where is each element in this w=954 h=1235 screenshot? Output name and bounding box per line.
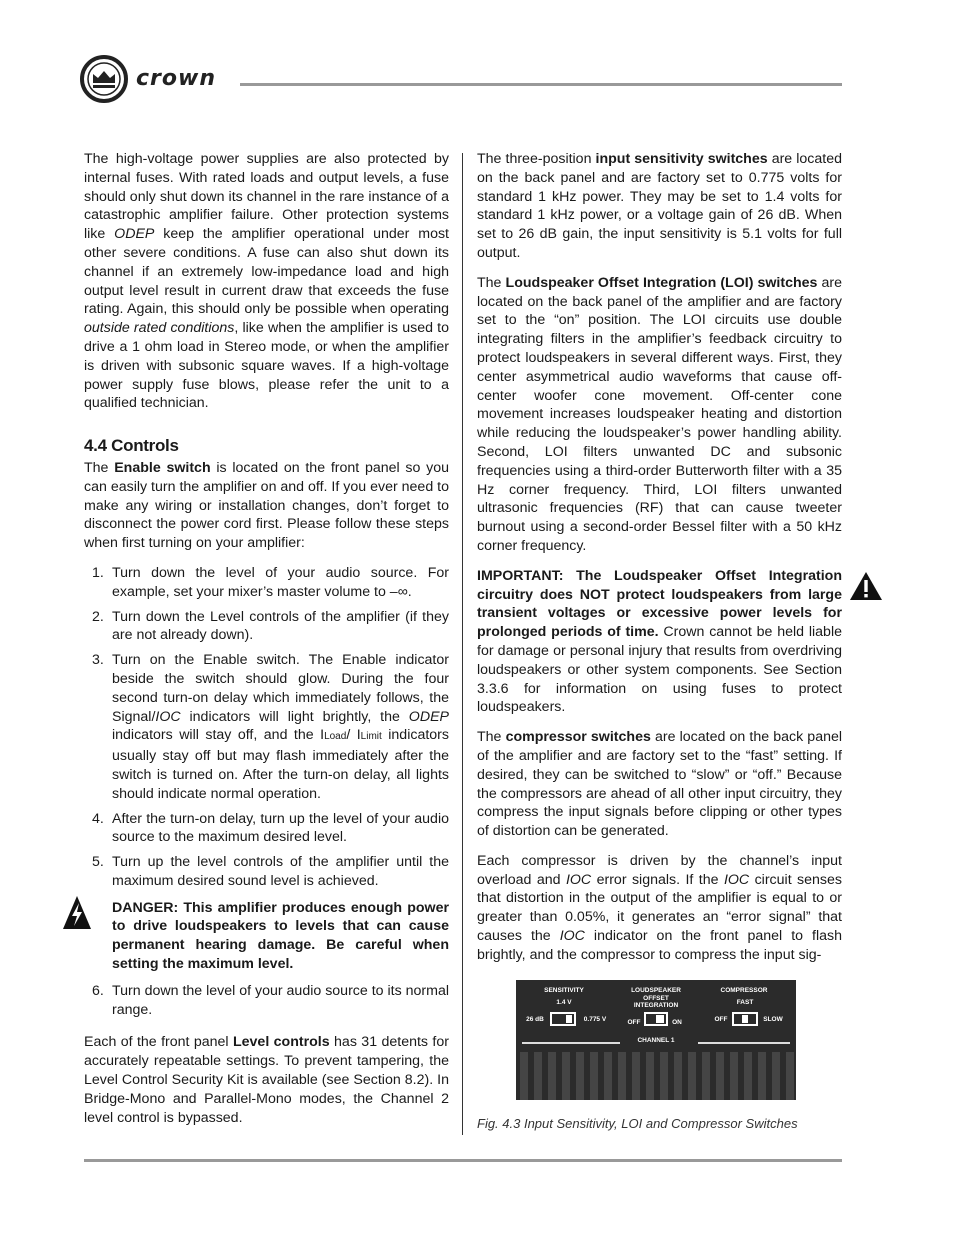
step-number: 4.: [92, 810, 104, 827]
brand-wordmark: crown: [136, 66, 216, 91]
text-run: ODEP: [114, 226, 155, 243]
text-run: Enable switch: [114, 459, 211, 476]
text-run: IMPORTANT: The Loudspeaker Offset Integration circuitry does NOT protect loudspeakers from large transient voltages or excessive power levels for prolonged periods of time.: [477, 567, 842, 641]
step-number: 1.: [92, 564, 104, 581]
text-run: Limit: [360, 731, 382, 743]
step-item: [84, 982, 449, 1020]
text-run: The high-voltage power supplies are also protected by internal fuses. With rated loads and output levels, a fuse should only shut down its channel in the rare instance of a catastrophic amplifier failure. Other protection systems like: [84, 151, 449, 243]
text-run: outside rated conditions: [84, 320, 235, 337]
paragraph-fuses: [84, 150, 449, 413]
text-run: IOC: [559, 928, 585, 945]
step-item: [84, 853, 449, 891]
crown-logo-icon: [80, 55, 128, 103]
text-run: The: [477, 274, 506, 291]
turn-on-steps: [84, 564, 449, 891]
heatsink-fins: [520, 1052, 794, 1100]
fig-label-comp-off: OFF: [714, 1016, 728, 1023]
fig-label-loi-off: OFF: [627, 1019, 641, 1026]
text-run: Turn up the level controls of the amplifier until the maximum desired sound level is achieved.: [112, 854, 449, 889]
paragraph-enable-switch: [84, 459, 449, 553]
text-run: IOC: [565, 871, 592, 888]
text-run: Turn on the Enable switch. The Enable indicator beside the switch should glow. During the four second turn-on delay which immediately follows, the Signal/: [112, 652, 449, 725]
step-text: [112, 854, 449, 889]
text-run: After the turn-on delay, turn up the level of your audio source to the maximum desired level.: [112, 810, 449, 846]
page-header: [80, 55, 842, 105]
step-number: 5.: [92, 854, 104, 871]
fig-label-sens-right: 0.775 V: [583, 1016, 607, 1023]
text-run: error signals. If the: [591, 871, 724, 888]
fig-label-sensitivity: SENSITIVITY: [544, 987, 584, 994]
text-run: circuit senses that distortion in the output of the amplifier is equal to or greater than 0.05%, it generates an “error signal” that causes the: [477, 871, 843, 945]
text-run: Level controls: [232, 1034, 330, 1051]
text-run: indicators will light brightly, the: [180, 708, 409, 725]
text-run: indicators usually stay off but may flash immediately after the switch is turned on. After the turn-on delay, all lights should indicate normal operation.: [112, 727, 449, 802]
fig-label-compressor: COMPRESSOR: [720, 987, 768, 994]
step-number: 2.: [92, 608, 104, 625]
paragraph-compressor: [477, 728, 842, 841]
step-text: [112, 652, 449, 802]
text-run: Load: [324, 731, 347, 743]
important-warning: [477, 567, 842, 717]
important-text: [477, 567, 842, 717]
paragraph-compressor-driven: [477, 852, 842, 965]
text-run: has 31 detents for accurately repeatable settings. To prevent tampering, the Level Control Security Kit is available (see Section 8.2). In Bridge-Mono and Parallel-Mono modes, the Channel 2 level control is bypassed.: [84, 1034, 449, 1126]
fig-label-sens-left: 26 dB: [526, 1016, 544, 1023]
fig-label-loi-on: ON: [672, 1019, 682, 1026]
figure-caption: Fig. 4.3 Input Sensitivity, LOI and Compressor Switches: [477, 1116, 798, 1131]
text-run: The three-position: [477, 151, 596, 167]
text-run: input sensitivity switches: [595, 151, 768, 167]
text-run: are located on the back panel and are factory set to 0.775 volts for standard 1 kHz power. They may be set to 1.4 volts for standard 1 kHz power, or a voltage gain of 26 dB. When set to 26 dB gain, the input sensitivity is 5.1 volts for full output.: [477, 151, 843, 261]
text-run: Turn down the level of your audio source. For example, set your mixer’s master volume to –∞.: [112, 564, 449, 600]
fig-label-channel: CHANNEL 1: [637, 1037, 675, 1044]
text-run: indicator on the front panel to flash brightly, and the compressor to compress the input sig-: [477, 928, 842, 963]
text-run: IOC: [723, 871, 750, 888]
fig-label-comp-mid: FAST: [736, 999, 754, 1006]
text-run: is located on the front panel so you can easily turn the amplifier on and off. If you ever need to make any wiring or installation changes, don’t forget to disconnect the power cord first. Please follow these steps when first turning on your amplifier:: [84, 459, 450, 552]
step-item: [84, 564, 449, 602]
danger-warning: [84, 899, 449, 974]
text-run: IOC: [155, 708, 181, 725]
section-heading: 4.4 Controls: [84, 436, 179, 456]
text-run: Turn down the level of your audio source to its normal range.: [112, 982, 449, 1018]
text-run: Crown cannot be held liable for damage or personal injury that results from overdriving loudspeakers or other system components. See Section 3.3.6 for information on using fuses to protect loudspeakers.: [477, 624, 842, 716]
column-divider: [462, 153, 463, 1135]
text-run: The: [84, 459, 115, 476]
step-text: [112, 983, 449, 1018]
footer-rule: [84, 1159, 842, 1162]
step-item: [84, 608, 449, 646]
text-run: are located on the back panel of the amplifier and are factory set to the “on” position. The LOI circuits use double integrating filters in the amplifier’s feedback circuitry to protect loudspeakers in several different ways. First, they center asymmetrical audio waveforms that cause off-center woofer cone movement. Off-center cone movement increases loudspeaker heating and distortion while reducing the loudspeaker’s power handling ability. Second, LOI filters unwanted DC and subsonic frequencies using a third-order Butterworth filter with a 35 Hz corner frequency. Third, LOI filters unwanted ultrasonic frequencies (RF) that can cause tweeter burnout using a second-order Bessel filter with a 50 kHz corner frequency.: [477, 274, 843, 554]
paragraph-loi: [477, 274, 842, 556]
text-run: indicators will stay off, and the I: [112, 727, 325, 744]
fig-label-loi: LOUDSPEAKER OFFSET INTEGRATION: [631, 987, 681, 1009]
text-run: , like when the amplifier is used to drive a 1 ohm load in Stereo mode, or when the amplifier is driven with subsonic square waves. If a high-voltage power supply fuse blows, please refer the unit to a qualified technician.: [84, 320, 450, 412]
text-run: Each of the front panel: [84, 1034, 233, 1051]
caution-exclamation-icon: [849, 571, 883, 601]
step-item: [84, 651, 449, 803]
text-run: are located on the back panel of the amplifier and are factory set to the “fast” setting. If desired, they can be switched to “slow” or “off.” Because the compressors are ahead of all other input circuitry, they compress the input signals before clipping or other types of distortion can be generated.: [477, 729, 843, 840]
step-text: [112, 811, 449, 846]
turn-on-step-6: [84, 982, 449, 1020]
switch-panel-figure: [516, 980, 796, 1100]
step-number: 3.: [92, 652, 104, 669]
step-item: [84, 810, 449, 848]
text-run: Each compressor is driven by the channel’s input overload and: [477, 852, 842, 888]
step-text: [112, 609, 449, 644]
fig-label-sens-mid: 1.4 V: [556, 999, 572, 1006]
text-run: ODEP: [408, 708, 449, 725]
text-run: / I: [346, 727, 361, 744]
paragraph-input-sensitivity: [477, 150, 842, 263]
step-text: [112, 565, 449, 600]
fig-label-comp-slow: SLOW: [763, 1016, 783, 1023]
danger-lightning-icon: [62, 895, 92, 931]
text-run: compressor switches: [505, 729, 651, 746]
header-rule: [240, 83, 842, 86]
text-run: The: [477, 729, 506, 746]
danger-text: DANGER: This amplifier produces enough power to drive loudspeakers to levels that can cause permanent hearing damage. Be careful when setting the maximum level.: [112, 899, 449, 973]
text-run: Turn down the Level controls of the amplifier (if they are not already down).: [112, 608, 449, 644]
left-column: [84, 150, 449, 1138]
paragraph-level-controls: [84, 1033, 449, 1127]
step-number: 6.: [92, 982, 104, 999]
text-run: keep the amplifier operational under most other severe conditions. A fuse can also shut down its channel if an extremely low-impedance load and high output level result in current draw that exceeds the fuse rating. Again, this should only be possible when operating: [84, 226, 449, 318]
text-run: Loudspeaker Offset Integration (LOI) switches: [505, 274, 818, 291]
right-column: [477, 150, 842, 976]
